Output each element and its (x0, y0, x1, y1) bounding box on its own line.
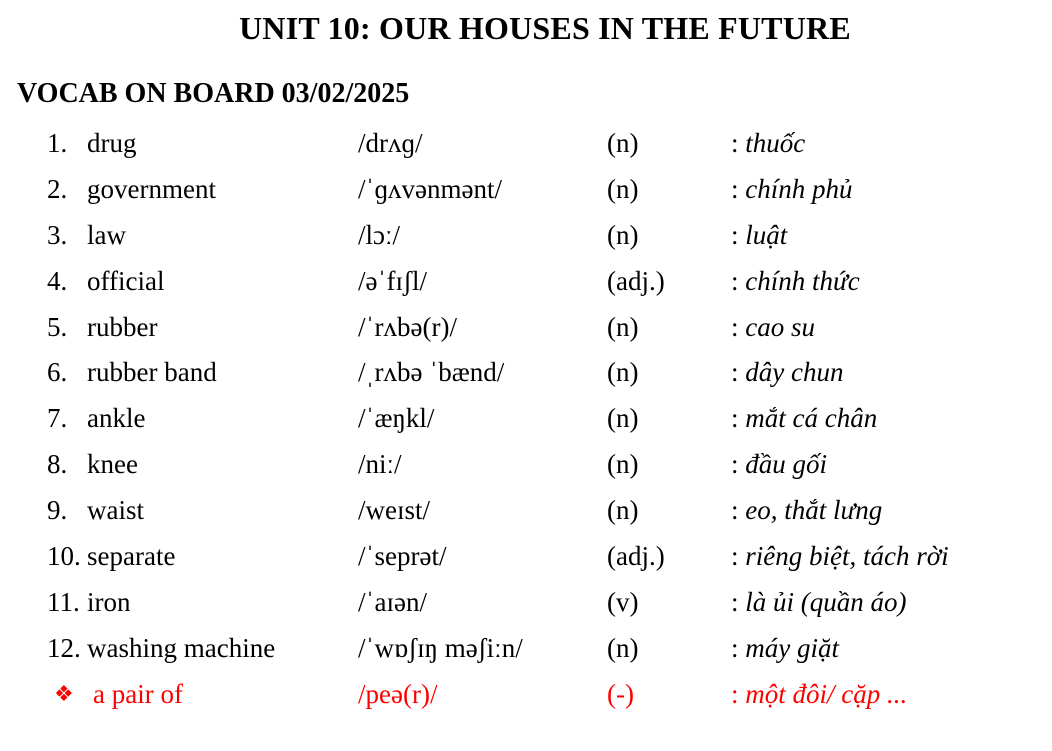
meaning: : chính phủ (731, 173, 853, 204)
part-of-speech: (v) (607, 586, 639, 617)
part-of-speech: (n) (607, 495, 639, 526)
meaning: : đầu gối (731, 449, 828, 480)
pronunciation: /ˈaɪən/ (358, 586, 427, 617)
vocab-word: government (87, 173, 216, 204)
meaning: : riêng biệt, tách rời (731, 541, 949, 572)
part-of-speech: (n) (607, 173, 639, 204)
vocab-item (0, 581, 1052, 627)
meaning-text: mắt cá chân (745, 403, 878, 434)
meaning-text: đầu gối (745, 449, 828, 480)
meaning-text: riêng biệt, tách rời (745, 541, 949, 572)
item-number: 7. (47, 403, 68, 434)
meaning-text: một đôi/ cặp ... (745, 678, 908, 709)
item-number: 6. (47, 357, 68, 388)
meaning-text: eo, thắt lưng (745, 495, 883, 526)
pronunciation: /peə(r)/ (358, 678, 438, 709)
vocab-item (0, 535, 1052, 581)
item-number: 2. (47, 173, 68, 204)
meaning-text: chính phủ (745, 173, 853, 204)
vocab-item (0, 214, 1052, 260)
vocab-word: ankle (87, 403, 146, 434)
vocab-item (0, 489, 1052, 535)
vocab-word: drug (87, 128, 137, 158)
part-of-speech: (adj.) (607, 541, 665, 572)
part-of-speech: (n) (607, 128, 639, 158)
meaning: : eo, thắt lưng (731, 495, 883, 526)
meaning: : thuốc (731, 128, 806, 158)
meaning-text: luật (745, 219, 788, 250)
vocab-word: separate (87, 541, 176, 572)
pronunciation: /əˈfɪʃl/ (358, 265, 427, 296)
vocab-word: waist (87, 495, 144, 526)
part-of-speech: (n) (607, 403, 639, 434)
item-number: 1. (47, 128, 68, 158)
part-of-speech: (-) (607, 678, 634, 709)
item-number: 5. (47, 311, 68, 342)
pronunciation: /ˈæŋkl/ (358, 403, 435, 434)
item-number: 11. (47, 586, 80, 617)
pronunciation: /lɔː/ (358, 219, 400, 250)
part-of-speech: (n) (607, 219, 639, 250)
meaning-text: chính thức (745, 265, 860, 296)
meaning: : luật (731, 219, 788, 250)
part-of-speech: (n) (607, 632, 639, 663)
vocab-item (0, 122, 1052, 168)
meaning: : dây chun (731, 357, 844, 388)
part-of-speech: (n) (607, 357, 639, 388)
meaning: : là ủi (quần áo) (731, 586, 907, 617)
vocab-word: official (87, 265, 165, 296)
meaning-text: dây chun (745, 357, 844, 388)
vocab-item (0, 351, 1052, 397)
item-number: 9. (47, 495, 68, 526)
pronunciation: /ˈseprət/ (358, 541, 447, 572)
item-number: 8. (47, 449, 68, 480)
vocab-item (0, 260, 1052, 306)
pronunciation: /ˈrʌbə(r)/ (358, 311, 457, 342)
meaning-text: máy giặt (745, 632, 840, 663)
vocab-item (0, 627, 1052, 673)
section-subtitle: VOCAB ON BOARD 03/02/2025 (17, 78, 410, 109)
part-of-speech: (adj.) (607, 265, 665, 296)
vocab-word: rubber (87, 311, 158, 342)
pronunciation: /niː/ (358, 449, 402, 480)
pronunciation: /ˌrʌbə ˈbænd/ (358, 357, 505, 388)
vocab-list (0, 122, 1052, 719)
vocab-item (0, 168, 1052, 214)
meaning-text: cao su (745, 311, 816, 342)
meaning: : chính thức (731, 265, 860, 296)
page-title: UNIT 10: OUR HOUSES IN THE FUTURE (239, 10, 851, 46)
meaning-text: là ủi (quần áo) (745, 586, 907, 617)
vocab-item (0, 397, 1052, 443)
pronunciation: /weɪst/ (358, 495, 430, 526)
vocab-word: iron (87, 586, 131, 617)
pronunciation: /ˈwɒʃɪŋ məʃiːn/ (358, 632, 523, 663)
part-of-speech: (n) (607, 311, 639, 342)
item-number: 10. (47, 541, 81, 572)
meaning-text: thuốc (745, 128, 806, 158)
item-number: 4. (47, 265, 68, 296)
part-of-speech: (n) (607, 449, 639, 480)
item-number: 3. (47, 219, 68, 250)
vocab-word: washing machine (87, 632, 276, 663)
pronunciation: /drʌɡ/ (358, 128, 423, 158)
note-item (0, 673, 1052, 719)
vocab-item (0, 443, 1052, 489)
vocab-word: knee (87, 449, 138, 480)
meaning: : một đôi/ cặp ... (731, 678, 908, 709)
vocab-item (0, 306, 1052, 352)
vocab-word: a pair of (93, 678, 183, 709)
meaning: : máy giặt (731, 632, 840, 663)
vocab-word: rubber band (87, 357, 217, 388)
diamond-bullet-icon: ❖ (54, 681, 74, 707)
pronunciation: /ˈɡʌvənmənt/ (358, 173, 502, 204)
meaning: : mắt cá chân (731, 403, 878, 434)
vocab-word: law (87, 219, 126, 250)
meaning: : cao su (731, 311, 816, 342)
item-number: 12. (47, 632, 81, 663)
